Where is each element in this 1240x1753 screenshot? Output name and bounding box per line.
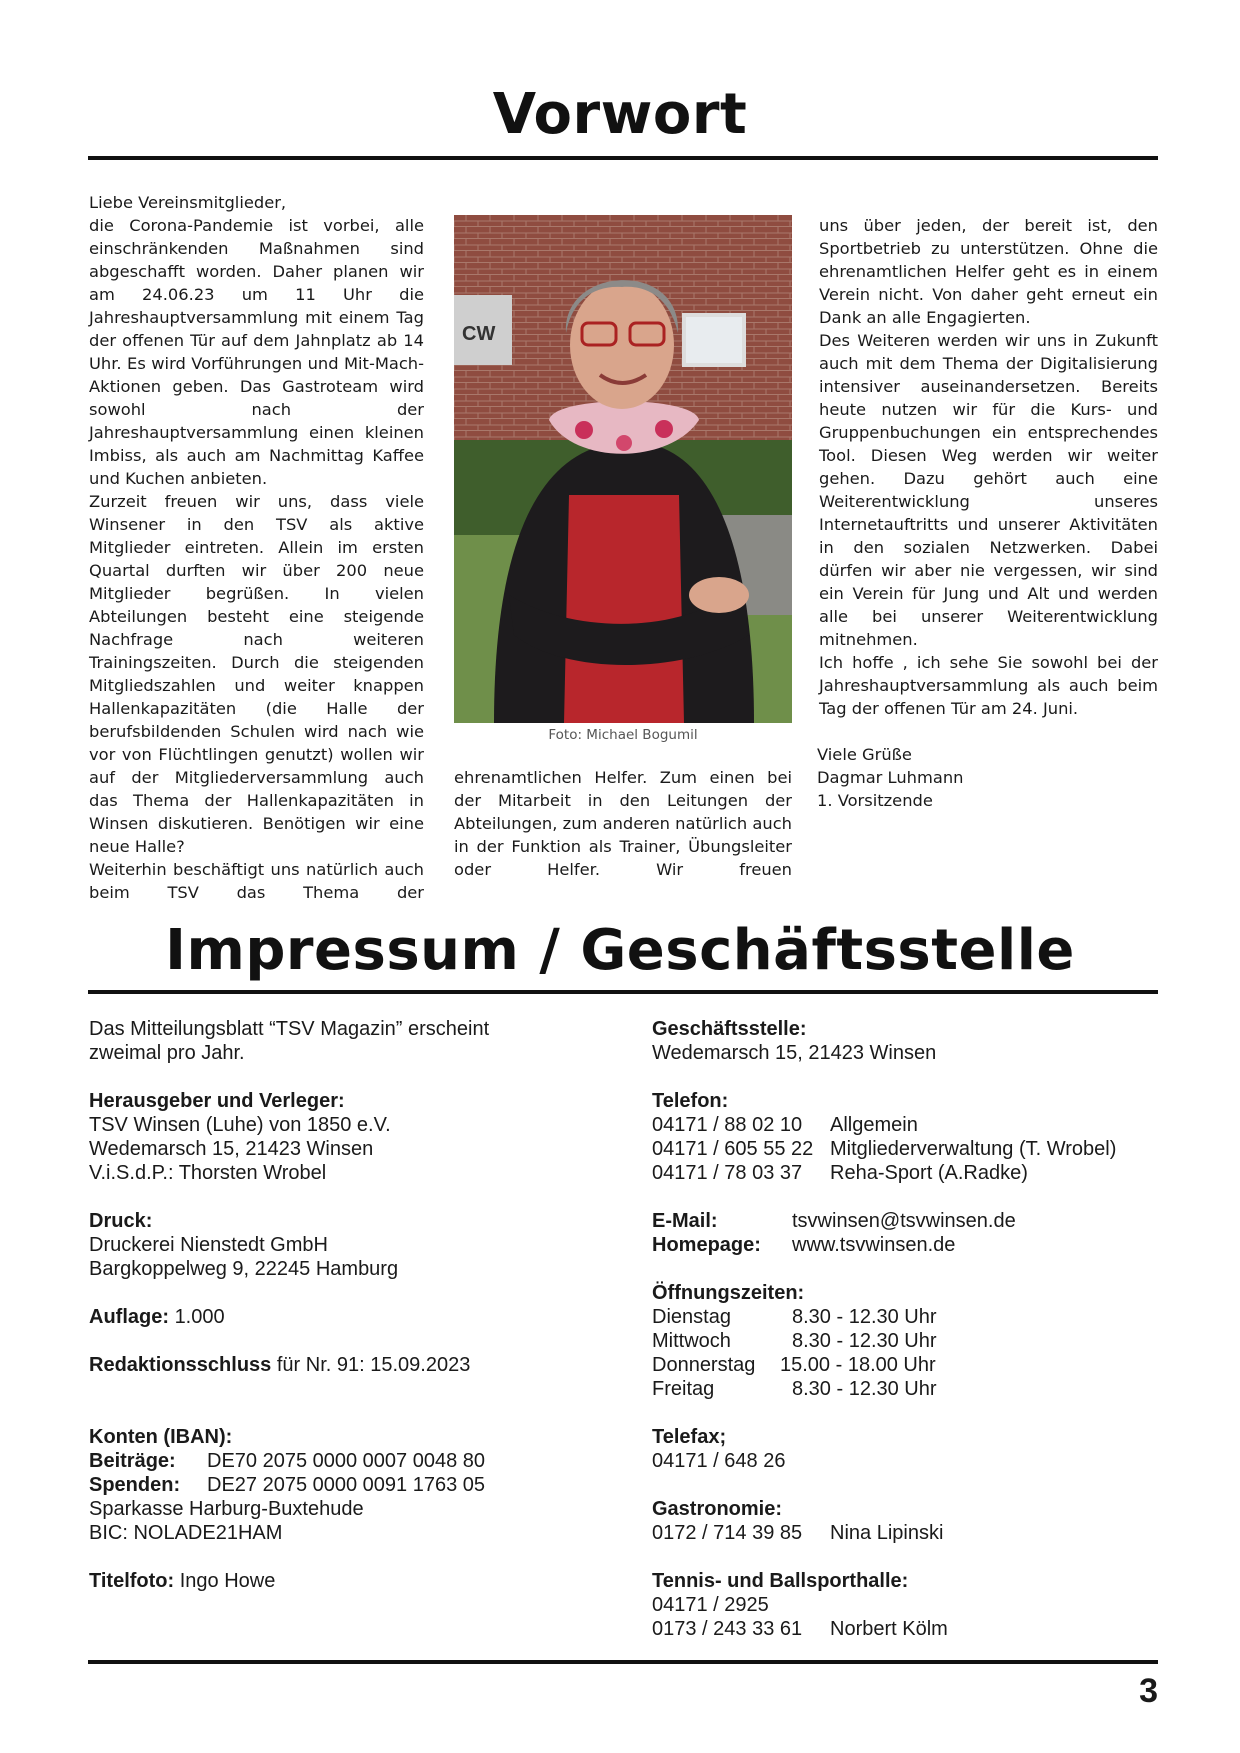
- phone-number: 04171 / 88 02 10: [652, 1114, 803, 1136]
- opening-time: 8.30 - 12.30 Uhr: [792, 1378, 937, 1400]
- impressum-title: Impressum / Geschäftsstelle: [165, 918, 1075, 983]
- paragraph: ehrenamtlichen Helfer. Zum einen bei der Mitarbeit in den Leitungen der Abteilungen, zum anderen natürlich auch in der Funktion als Trainer, Übungsleiter oder Helfer. Wir freuen: [454, 768, 792, 879]
- tennishalle-contact: Norbert Kölm: [830, 1618, 948, 1640]
- phone-number: 04171 / 78 03 37: [652, 1162, 803, 1184]
- salutation: Liebe Vereinsmitglieder,: [89, 193, 287, 212]
- title-rule: [88, 156, 1158, 160]
- title-rule: [88, 990, 1158, 994]
- portrait-photo: [454, 215, 792, 723]
- druck-line: Druckerei Nienstedt GmbH: [89, 1234, 328, 1256]
- page-number: 3: [1139, 1672, 1158, 1710]
- telefon-label: Telefon:: [652, 1090, 729, 1112]
- opening-time: 8.30 - 12.30 Uhr: [792, 1306, 937, 1328]
- phone-description: Allgemein: [830, 1114, 918, 1136]
- intro-line: Das Mitteilungsblatt “TSV Magazin” erscheint: [89, 1018, 490, 1040]
- signoff-role: 1. Vorsitzende: [817, 791, 933, 810]
- footer-rule: [88, 1660, 1158, 1664]
- geschaeftsstelle-address: Wedemarsch 15, 21423 Winsen: [652, 1042, 937, 1064]
- photo-caption: Foto: Michael Bogumil: [548, 727, 698, 743]
- bic: BIC: NOLADE21HAM: [89, 1522, 283, 1544]
- oeffnungszeiten-label: Öffnungszeiten:: [652, 1282, 805, 1304]
- paragraph: Weiterhin beschäftigt uns natürlich auch beim TSV das Thema der: [89, 860, 424, 902]
- auflage-value: 1.000: [174, 1306, 225, 1328]
- gastronomie-contact: Nina Lipinski: [830, 1522, 944, 1544]
- herausgeber-label: Herausgeber und Verleger:: [89, 1090, 345, 1112]
- paragraph: Des Weiteren werden wir uns in Zukunft auch mit dem Thema der Digitalisierung intensiver auseinandersetzen. Bereits heute nutzen wir für die Kurs- und Gruppenbuchungen ein entsprechendes Tool. Diesen Weg werden wir weiter gehen. Dazu gehört auch eine Weiterentwicklung unseres Internetauftritts und unserer Aktivitäten in den sozialen Netzwerken. Dabei dürfen wir aber nie vergessen, wir sind ein Verein für Jung und Alt und werden alle bei unserer Weiterentwicklung mitnehmen.: [819, 331, 1158, 649]
- email-label: E-Mail:: [652, 1210, 718, 1232]
- phone-description: Reha-Sport (A.Radke): [830, 1162, 1028, 1184]
- beitraege-label: Beiträge:: [89, 1450, 176, 1472]
- weekday: Mittwoch: [652, 1330, 731, 1352]
- geschaeftsstelle-label: Geschäftsstelle:: [652, 1018, 807, 1040]
- herausgeber-line: V.i.S.d.P.: Thorsten Wrobel: [89, 1162, 327, 1184]
- phone-number: 04171 / 605 55 22: [652, 1138, 814, 1160]
- vorwort-column-2: [454, 766, 792, 881]
- herausgeber-line: Wedemarsch 15, 21423 Winsen: [89, 1138, 374, 1160]
- signoff-name: Dagmar Luhmann: [817, 768, 964, 787]
- bank-name: Sparkasse Harburg-Buxtehude: [89, 1498, 364, 1520]
- impressum-right-column: [652, 1017, 1157, 1641]
- telefax-label: Telefax;: [652, 1426, 727, 1448]
- vorwort-column-3: [819, 214, 1158, 720]
- weekday: Donnerstag: [652, 1354, 756, 1376]
- spenden-label: Spenden:: [89, 1474, 181, 1496]
- intro-line: zweimal pro Jahr.: [89, 1042, 245, 1064]
- portrait-illustration: [454, 215, 792, 723]
- weekday: Freitag: [652, 1378, 715, 1400]
- herausgeber-line: TSV Winsen (Luhe) von 1850 e.V.: [89, 1114, 391, 1136]
- signoff: [817, 743, 1156, 812]
- opening-time: 15.00 - 18.00 Uhr: [780, 1354, 936, 1376]
- druck-line: Bargkoppelweg 9, 22245 Hamburg: [89, 1258, 399, 1280]
- vorwort-column-1: [89, 191, 424, 904]
- opening-time: 8.30 - 12.30 Uhr: [792, 1330, 937, 1352]
- paragraph: Zurzeit freuen wir uns, dass viele Winsener in den TSV als aktive Mitglieder eintreten. Allein im ersten Quartal durften wir über 200 neue Mitglieder begrüßen. In vielen Abteilungen besteht eine steigende Nachfrage nach weiteren Trainingszeiten. Durch die steigenden Mitgliedszahlen und weiter knappen Hallenkapazitäten (die Halle der berufsbildenden Schulen wird nach wie vor von Flüchtlingen genutzt) wollen wir auf der Mitgliederversammlung auch das Thema der Hallenkapazitäten in Winsen diskutieren. Benötigen wir eine neue Halle?: [89, 492, 424, 856]
- vorwort-title: Vorwort: [492, 82, 748, 147]
- homepage-label: Homepage:: [652, 1234, 761, 1256]
- konten-label: Konten (IBAN):: [89, 1426, 233, 1448]
- impressum-left-column: [89, 1017, 619, 1593]
- gastronomie-label: Gastronomie:: [652, 1498, 783, 1520]
- email-link[interactable]: tsvwinsen@tsvwinsen.de: [792, 1210, 1016, 1232]
- auflage-label: Auflage:: [89, 1306, 169, 1328]
- svg-text:CW: CW: [462, 323, 496, 345]
- tennishalle-number: 04171 / 2925: [652, 1594, 769, 1616]
- tennishalle-label: Tennis- und Ballsporthalle:: [652, 1570, 909, 1592]
- titelfoto-label: Titelfoto:: [89, 1570, 175, 1592]
- redaktion-label: Redaktionsschluss: [89, 1354, 272, 1376]
- paragraph: uns über jeden, der bereit ist, den Sportbetrieb zu unterstützen. Ohne die ehrenamtlichen Helfer geht es in einem Verein nicht. Von daher geht erneut ein Dank an alle Engagierten.: [819, 216, 1158, 327]
- beitraege-iban: DE70 2075 0000 0007 0048 80: [207, 1450, 486, 1472]
- gastronomie-number: 0172 / 714 39 85: [652, 1522, 803, 1544]
- weekday: Dienstag: [652, 1306, 731, 1328]
- spenden-iban: DE27 2075 0000 0091 1763 05: [207, 1474, 486, 1496]
- signoff-greeting: Viele Grüße: [817, 745, 912, 764]
- druck-label: Druck:: [89, 1210, 153, 1232]
- tennishalle-number: 0173 / 243 33 61: [652, 1618, 803, 1640]
- paragraph: Ich hoffe , ich sehe Sie sowohl bei der Jahreshauptversammlung als auch beim Tag der offenen Tür am 24. Juni.: [819, 653, 1158, 718]
- paragraph: die Corona-Pandemie ist vorbei, alle einschränkenden Maßnahmen sind abgeschafft worden. Daher planen wir am 24.06.23 um 11 Uhr die Jahreshauptversammlung mit einem Tag der offenen Tür auf dem Jahnplatz ab 14 Uhr. Es wird Vorführungen und Mit-Mach-Aktionen geben. Das Gastroteam wird sowohl nach der Jahreshauptversammlung einen kleinen Imbiss, als auch am Nachmittag Kaffee und Kuchen anbieten.: [89, 216, 424, 488]
- redaktion-value: für Nr. 91: 15.09.2023: [276, 1354, 471, 1376]
- titelfoto-value: Ingo Howe: [179, 1570, 276, 1592]
- telefax-number: 04171 / 648 26: [652, 1450, 786, 1472]
- homepage-link[interactable]: www.tsvwinsen.de: [792, 1234, 956, 1256]
- phone-description: Mitgliederverwaltung (T. Wrobel): [830, 1138, 1117, 1160]
